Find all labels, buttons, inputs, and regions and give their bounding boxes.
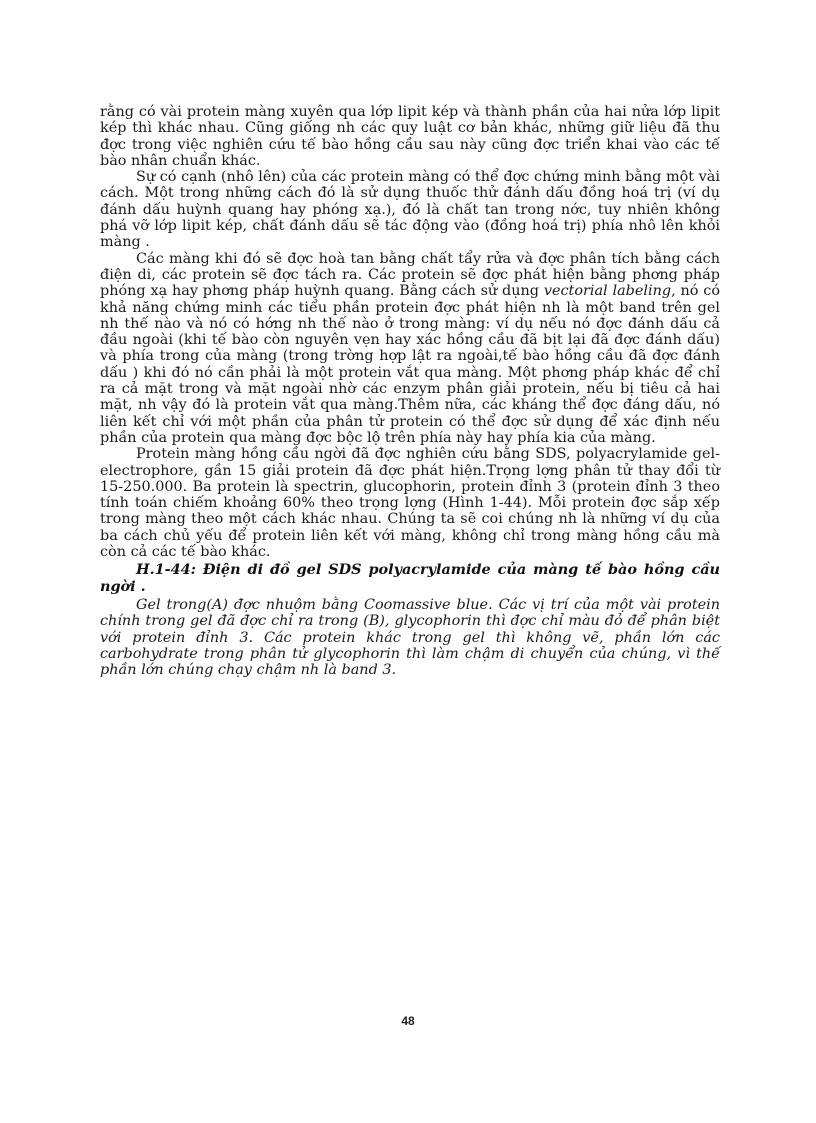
paragraph-red-cell-proteins: Protein màng hồng cầu ngời đã đợc nghiên cứu bằng SDS, polyacrylamide gel-electrophore, gần 15 giải protein đã đợc phát hiện.Trọng lợng phân tử thay đổi từ 15-250.000. Ba protein là spectrin, glucophorin, protein đỉnh 3 (protein đỉnh 3 theo tính toán chiếm khoảng 60% theo trọng lợng (Hình 1-44). Mỗi protein đợc sắp xếp trong màng theo một cách khác nhau. Chúng ta sẽ coi chúng nh là những ví dụ của ba cách chủ yếu để protein liên kết với màng, không chỉ trong màng hồng cầu mà còn cả các tế bào khác.: [100, 446, 720, 561]
paragraph-electrophoresis-method: [100, 251, 720, 447]
italic-term-vectorial-labeling: vectorial labeling: [543, 283, 672, 300]
page-number: 48: [401, 1014, 415, 1028]
paragraph-protein-exposure: Sự có cạnh (nhô lên) của các protein màng có thể đợc chứng minh bằng một vài cách. Một trong những cách đó là sử dụng thuốc thử đánh dấu đồng hoá trị (ví dụ đánh dấu huỳnh quang hay phóng xạ.), đó là chất tan trong nớc, tuy nhiên không phá vỡ lớp lipit kép, chất đánh dấu sẽ tác động vào (đồng hoá trị) phía nhô lên khỏi màng .: [100, 169, 720, 251]
figure-caption-title: H.1-44: Điện di đồ gel SDS polyacrylamide của màng tế bào hồng cầu ngời .: [100, 561, 720, 595]
paragraph-text-after: , nó có khả năng chứng minh các tiểu phần protein đợc phát hiện nh là một band trên gel nh thế nào và nó có hớng nh thế nào ở trong màng: ví dụ nếu nó đợc đánh dấu cả đầu ngoài (khi tế bào còn nguyên vẹn hay xác hồng cầu đã bịt lại đã đợc đánh dấu) và phía trong của màng (trong trờng hợp lật ra ngoài,tế bào hồng cầu đã đợc đánh dấu ) khi đó nó cần phải là một protein vắt qua màng. Một phơng pháp khác để chỉ ra cả mặt trong và mặt ngoài nhờ các enzym phân giải protein, nếu bị tiêu cả hai mặt, nh vậy đó là protein vắt qua màng.Thêm nữa, các kháng thể đợc đáng dấu, nó liên kết chỉ với một phần của phân tử protein có thể đợc sử dụng để xác định nếu phần của protein qua màng đợc bộc lộ trên phía này hay phía kia của màng.: [100, 283, 720, 446]
paragraph-membrane-lipid: rằng có vài protein màng xuyên qua lớp lipit kép và thành phần của hai nửa lớp lipit kép thì khác nhau. Cũng giống nh các quy luật cơ bản khác, những giữ liệu đã thu đợc trong việc nghiên cứu tế bào hồng cầu sau này cũng đợc triển khai vào các tế bào nhân chuẩn khác.: [100, 104, 720, 169]
document-body: [100, 104, 720, 678]
figure-caption-body: Gel trong(A) đợc nhuộm bằng Coomassive blue. Các vị trí của một vài protein chính trong gel đã đợc chỉ ra trong (B), glycophorin thì đợc chỉ màu đỏ để phân biệt với protein đỉnh 3. Các protein khác trong gel thì không vẽ, phần lớn các carbohydrate trong phân tử glycophorin thì làm chậm di chuyển của chúng, vì thế phần lớn chúng chạy chậm nh là band 3.: [100, 596, 720, 679]
paragraph-text-before: Các màng khi đó sẽ đợc hoà tan bằng chất tẩy rửa và đợc phân tích bằng cách điện di, các protein sẽ đợc tách ra. Các protein sẽ đợc phát hiện bằng phơng pháp phóng xạ hay phơng pháp huỳnh quang. Bằng cách sử dụng: [100, 250, 720, 300]
